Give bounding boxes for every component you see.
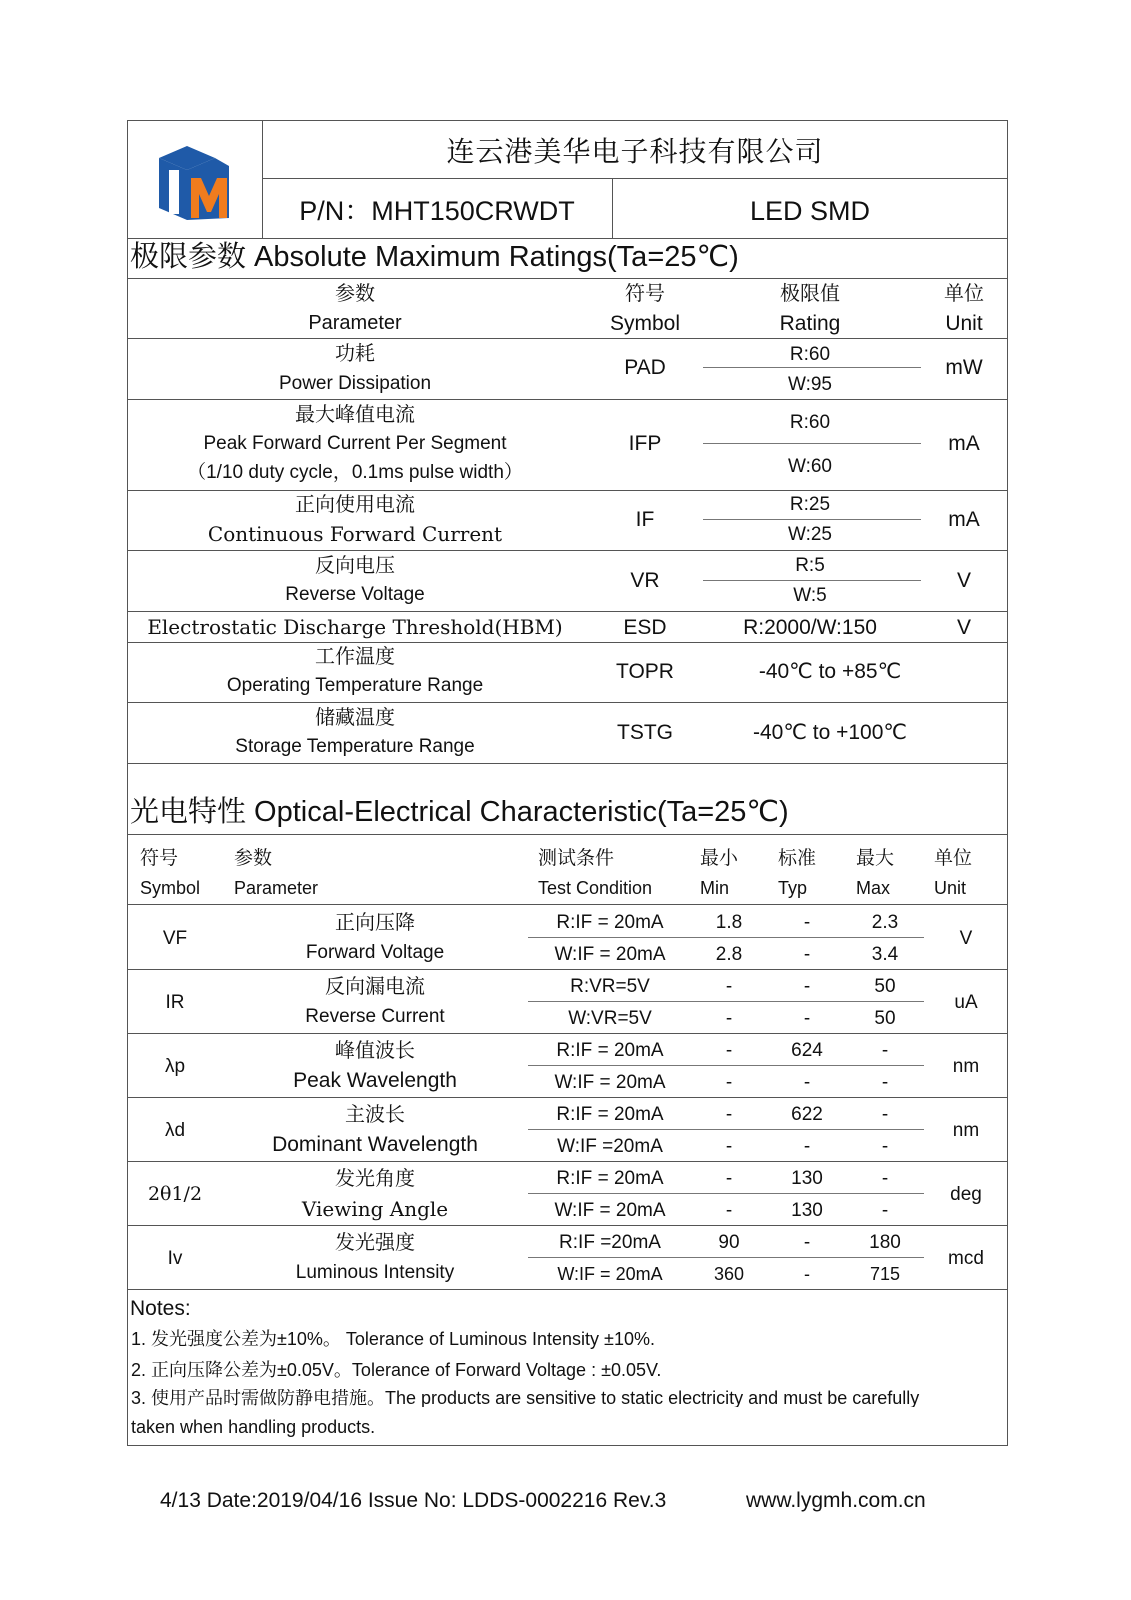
amr-row-ifp-r: R:60 [789, 412, 831, 433]
part-number [262, 198, 612, 225]
oec-row-ld-r-cond: R:IF = 20mA [556, 1104, 664, 1125]
amr-row-vr-cn: 反向电压 [315, 553, 395, 577]
oec-row-iv-r-max: 180 [869, 1232, 901, 1253]
oec-row-lp-w-typ: - [803, 1072, 811, 1093]
oec-header-unit-en: Unit [934, 878, 967, 898]
oec-header-cond-en: Test Condition [538, 878, 653, 898]
mhdz-logo-icon [157, 140, 231, 224]
amr-row-topr-cn: 工作温度 [315, 644, 395, 668]
amr-row-ifp-unit: mA [948, 432, 980, 455]
oec-row-va-w-max: - [881, 1200, 889, 1221]
oec-row-ir-r-max: 50 [874, 976, 896, 997]
oec-row-ld-w-cond: W:IF =20mA [557, 1136, 663, 1157]
oec-row-lp-r-cond: R:IF = 20mA [556, 1040, 664, 1061]
oec-row-vf-en: Forward Voltage [305, 942, 445, 963]
oec-row-iv-r-min: 90 [718, 1232, 740, 1253]
oec-header-typ-en: Typ [778, 878, 808, 898]
pn-label: P/N： [299, 196, 372, 226]
amr-row-esd-en: Electrostatic Discharge Threshold(HBM) [147, 615, 563, 639]
amr-header-symbol-cn: 符号 [625, 281, 665, 305]
oec-row-va-symbol: 2θ1/2 [147, 1183, 203, 1205]
amr-row-ifp-w: W:60 [787, 456, 832, 477]
amr-row-pad-cn: 功耗 [335, 341, 375, 365]
amr-header-unit-en: Unit [945, 312, 983, 335]
oec-header-min-en: Min [700, 878, 730, 898]
oec-row-va-cn: 发光角度 [335, 1166, 415, 1190]
amr-row-vr-symbol: VR [630, 569, 660, 592]
amr-row-esd-symbol: ESD [623, 616, 667, 639]
footer-issue: 4/13 Date:2019/04/16 Issue No: LDDS-0002216 Rev.3 [160, 1489, 667, 1512]
amr-row-topr-symbol: TOPR [616, 660, 674, 683]
note-item-1: 1. 发光强度公差为±10%。 Tolerance of Luminous Intensity ±10%. [131, 1329, 655, 1349]
oec-row-iv-w-cond: W:IF = 20mA [557, 1264, 663, 1284]
oec-row-ld-w-min: - [725, 1136, 733, 1157]
amr-row-ifp-cn: 最大峰值电流 [295, 402, 415, 426]
oec-row-ir-cn: 反向漏电流 [325, 974, 425, 998]
oec-row-iv-cn: 发光强度 [335, 1230, 415, 1254]
amr-row-if-w: W:25 [787, 524, 832, 545]
oec-row-lp-en: Peak Wavelength [293, 1069, 457, 1092]
oec-row-iv-r-cond: R:IF =20mA [559, 1232, 661, 1253]
amr-row-tstg-en: Storage Temperature Range [235, 736, 475, 757]
oec-row-ir-symbol: IR [165, 992, 185, 1013]
amr-title: 极限参数 Absolute Maximum Ratings(Ta=25℃) [130, 241, 739, 273]
amr-header-param-en: Parameter [308, 312, 402, 334]
oec-row-iv-w-min: 360 [713, 1264, 745, 1284]
oec-row-ir-unit: uA [954, 992, 978, 1013]
amr-row-pad-unit: mW [945, 356, 983, 379]
oec-row-vf-r-min: 1.8 [715, 912, 743, 933]
oec-row-vf-w-max: 3.4 [871, 944, 899, 965]
note-item-2: 2. 正向压降公差为±0.05V。Tolerance of Forward Voltage : ±0.05V. [131, 1360, 662, 1380]
note-item-3-cont: taken when handling products. [131, 1417, 376, 1437]
oec-row-ir-w-cond: W:VR=5V [568, 1008, 652, 1029]
amr-row-esd-unit: V [956, 616, 971, 639]
oec-row-ir-w-typ: - [803, 1008, 811, 1029]
oec-row-ir-r-cond: R:VR=5V [570, 976, 650, 997]
oec-row-ir-r-typ: - [803, 976, 811, 997]
amr-row-pad-en: Power Dissipation [278, 373, 432, 394]
oec-row-vf-r-typ: - [803, 912, 811, 933]
oec-row-ld-r-typ: 622 [791, 1104, 823, 1125]
oec-row-vf-r-cond: R:IF = 20mA [556, 912, 664, 933]
oec-header-typ-cn: 标准 [778, 847, 817, 869]
oec-row-va-w-cond: W:IF = 20mA [554, 1200, 666, 1221]
oec-row-ir-en: Reverse Current [305, 1006, 445, 1027]
oec-row-iv-symbol: Iv [167, 1248, 183, 1269]
amr-row-topr-en: Operating Temperature Range [226, 675, 484, 696]
oec-row-ld-cn: 主波长 [345, 1102, 405, 1126]
amr-row-pad-symbol: PAD [624, 356, 666, 379]
amr-row-tstg-cn: 储藏温度 [315, 705, 395, 729]
amr-header-param-cn: 参数 [335, 281, 375, 305]
oec-row-vf-w-min: 2.8 [715, 944, 743, 965]
oec-header-symbol-en: Symbol [140, 878, 201, 898]
amr-header-unit-cn: 单位 [944, 281, 984, 305]
amr-header-rating-cn: 极限值 [780, 281, 840, 305]
oec-row-lp-cn: 峰值波长 [335, 1038, 415, 1062]
footer-website: www.lygmh.com.cn [746, 1489, 926, 1512]
amr-row-tstg-rating: -40℃ to +100℃ [752, 721, 907, 744]
oec-row-vf-w-cond: W:IF = 20mA [554, 944, 666, 965]
oec-row-iv-en: Luminous Intensity [295, 1262, 455, 1283]
oec-row-ld-symbol: λd [164, 1120, 186, 1141]
amr-row-ifp-en: Peak Forward Current Per Segment [203, 433, 507, 454]
oec-header-min-cn: 最小 [700, 847, 739, 869]
oec-row-ld-en: Dominant Wavelength [272, 1133, 478, 1156]
amr-row-tstg-symbol: TSTG [617, 721, 673, 744]
oec-row-lp-symbol: λp [164, 1056, 186, 1077]
oec-row-vf-cn: 正向压降 [335, 910, 415, 934]
amr-row-ifp-symbol: IFP [628, 432, 662, 455]
oec-row-va-en: Viewing Angle [301, 1197, 449, 1221]
oec-row-vf-symbol: VF [162, 928, 188, 949]
oec-row-ld-unit: nm [952, 1120, 980, 1141]
oec-row-ir-r-min: - [725, 976, 733, 997]
company-name: 连云港美华电子科技有限公司 [446, 135, 824, 168]
oec-row-iv-r-typ: - [803, 1232, 811, 1253]
oec-header-param-cn: 参数 [234, 847, 273, 869]
oec-row-vf-unit: V [959, 928, 973, 949]
oec-row-lp-unit: nm [952, 1056, 980, 1077]
oec-header-max-en: Max [856, 878, 891, 898]
amr-row-pad-r: R:60 [789, 344, 831, 365]
oec-row-iv-w-max: 715 [869, 1264, 901, 1284]
amr-row-vr-w: W:5 [793, 585, 827, 606]
amr-row-vr-en: Reverse Voltage [285, 584, 425, 605]
oec-row-lp-r-min: - [725, 1040, 733, 1061]
amr-row-if-unit: mA [948, 508, 980, 531]
amr-row-if-en: Continuous Forward Current [207, 522, 503, 546]
package-type: LED SMD [749, 196, 871, 226]
oec-row-lp-r-max: - [881, 1040, 889, 1061]
oec-row-va-r-cond: R:IF = 20mA [556, 1168, 664, 1189]
amr-row-ifp-en2: （1/10 duty cycle，0.1ms pulse width） [187, 462, 523, 483]
amr-row-if-r: R:25 [789, 494, 831, 515]
oec-header-cond-cn: 测试条件 [538, 847, 615, 869]
amr-row-vr-unit: V [956, 569, 971, 592]
oec-row-vf-w-typ: - [803, 944, 811, 965]
amr-header-symbol-en: Symbol [609, 312, 681, 335]
amr-row-if-cn: 正向使用电流 [295, 492, 415, 516]
amr-row-topr-rating: -40℃ to +85℃ [758, 660, 902, 683]
amr-row-vr-r: R:5 [795, 555, 825, 576]
oec-row-va-unit: deg [950, 1184, 982, 1205]
oec-row-va-w-min: - [725, 1200, 733, 1221]
oec-header-param-en: Parameter [234, 878, 319, 898]
oec-row-lp-w-max: - [881, 1072, 889, 1093]
oec-row-va-r-min: - [725, 1168, 733, 1189]
pn-value: MHT150CRWDT [371, 196, 575, 226]
oec-row-vf-r-max: 2.3 [871, 912, 899, 933]
oec-header-max-cn: 最大 [856, 847, 895, 869]
oec-row-ir-w-min: - [725, 1008, 733, 1029]
oec-row-lp-w-min: - [725, 1072, 733, 1093]
oec-row-va-w-typ: 130 [791, 1200, 823, 1221]
oec-row-ir-w-max: 50 [874, 1008, 896, 1029]
oec-row-iv-w-typ: - [804, 1264, 810, 1284]
oec-row-ld-r-max: - [881, 1104, 889, 1125]
oec-row-lp-w-cond: W:IF = 20mA [554, 1072, 666, 1093]
oec-row-iv-unit: mcd [948, 1248, 984, 1269]
oec-row-ld-w-typ: - [803, 1136, 811, 1157]
oec-header-unit-cn: 单位 [934, 847, 973, 869]
oec-row-ld-r-min: - [725, 1104, 733, 1125]
amr-row-if-symbol: IF [635, 508, 655, 531]
amr-header-rating-en: Rating [779, 312, 841, 335]
oec-row-va-r-max: - [881, 1168, 889, 1189]
oec-row-va-r-typ: 130 [791, 1168, 823, 1189]
note-item-3: 3. 使用产品时需做防静电措施。The products are sensitive to static electricity and must be carefully [131, 1389, 920, 1407]
oec-header-symbol-cn: 符号 [140, 847, 179, 869]
notes-title: Notes: [130, 1297, 191, 1320]
amr-row-esd-rating: R:2000/W:150 [743, 616, 877, 639]
oec-row-lp-r-typ: 624 [791, 1040, 823, 1061]
amr-row-pad-w: W:95 [787, 374, 832, 395]
oec-row-ld-w-max: - [881, 1136, 889, 1157]
oec-title: 光电特性 Optical-Electrical Characteristic(Ta=25℃) [130, 796, 789, 828]
